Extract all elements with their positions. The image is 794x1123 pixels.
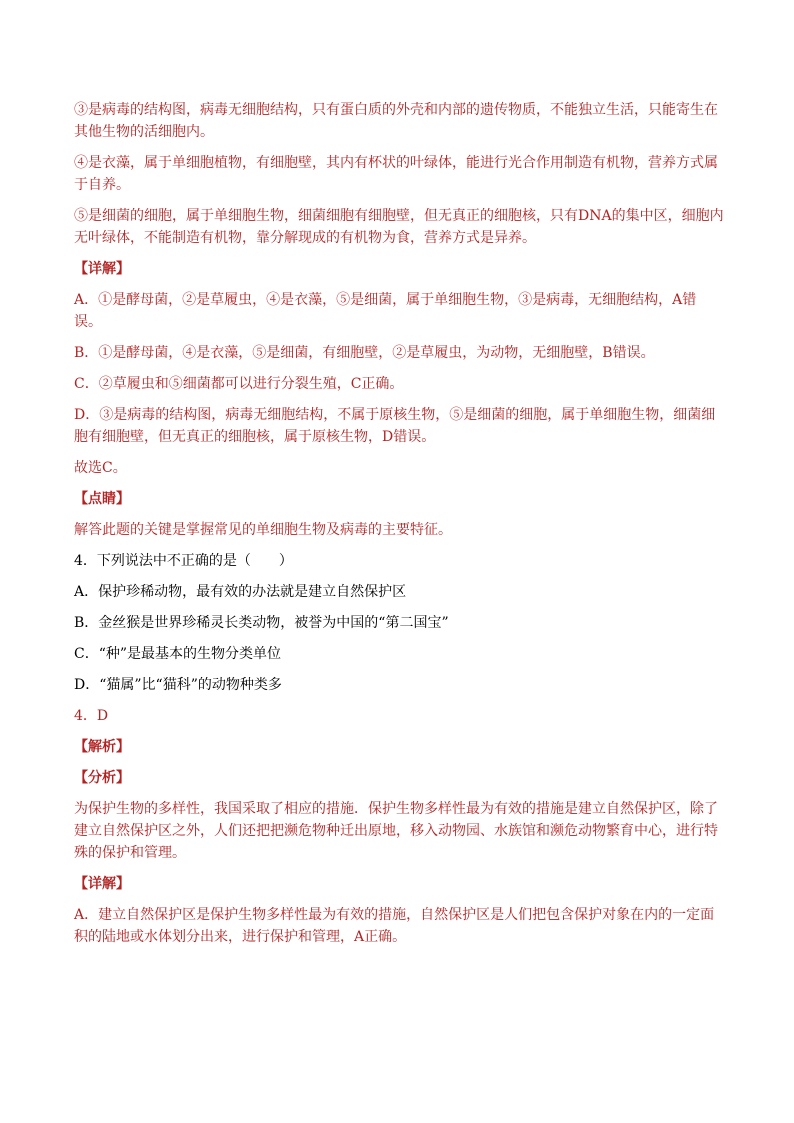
explanation-para-chlamydomonas: ④是衣藻，属于单细胞植物，有细胞壁，其内有杯状的叶绿体，能进行光合作用制造有机物，营养方式属于自养。 [74, 155, 718, 193]
question-4-answer: 4．D [74, 708, 109, 724]
explanation-para-bacteria: ⑤是细菌的细胞，属于单细胞生物，细菌细胞有细胞壁，但无真正的细胞核，只有DNA的集中区，细胞内无叶绿体，不能制造有机物，靠分解现成的有机物为食，营养方式是异养。 [74, 208, 724, 246]
tip-heading: 【点睛】 [74, 491, 130, 507]
question-4-option-b: B．金丝猴是世界珍稀灵长类动物，被誉为中国的“第二国宝” [74, 615, 449, 631]
question-4-option-c: C．“种”是最基本的生物分类单位 [74, 646, 282, 662]
detail-q4-option-a: A．建立自然保护区是保护生物多样性最为有效的措施，自然保护区是人们把包含保护对象在内的一定面积的陆地或水体划分出来，进行保护和管理，A正确。 [74, 907, 715, 945]
analysis-heading: 【解析】 [74, 739, 130, 755]
detail-conclusion: 故选C。 [74, 460, 127, 476]
fenxi-heading: 【分析】 [74, 770, 130, 786]
fenxi-text: 为保护生物的多样性，我国采取了相应的措施．保护生物多样性最为有效的措施是建立自然保护区，除了建立自然保护区之外，人们还把把濒危物种迁出原地，移入动物园、水族馆和濒危动物繁育中心，进行特殊的保护和管理。 [74, 801, 718, 861]
explanation-para-virus: ③是病毒的结构图，病毒无细胞结构，只有蛋白质的外壳和内部的遗传物质，不能独立生活，只能寄生在其他生物的活细胞内。 [74, 102, 718, 140]
tip-text: 解答此题的关键是掌握常见的单细胞生物及病毒的主要特征。 [74, 522, 452, 538]
detail-heading-q4: 【详解】 [74, 876, 130, 892]
question-4-option-d: D．“猫属”比“猫科”的动物种类多 [74, 677, 282, 693]
detail-heading: 【详解】 [74, 261, 130, 277]
document-page [74, 99, 724, 957]
detail-option-b: B．①是酵母菌，④是衣藻，⑤是细菌，有细胞壁，②是草履虫，为动物，无细胞壁，B错误。 [74, 345, 655, 361]
detail-option-c: C．②草履虫和⑤细菌都可以进行分裂生殖，C正确。 [74, 376, 404, 392]
question-4-stem: 4．下列说法中不正确的是（ ） [74, 553, 293, 569]
detail-option-d: D．③是病毒的结构图，病毒无细胞结构，不属于原核生物，⑤是细菌的细胞，属于单细胞生物，细菌细胞有细胞壁，但无真正的细胞核，属于原核生物，D错误。 [74, 407, 716, 445]
question-4-option-a: A．保护珍稀动物，最有效的办法就是建立自然保护区 [74, 584, 407, 600]
detail-option-a: A．①是酵母菌，②是草履虫，④是衣藻，⑤是细菌，属于单细胞生物，③是病毒，无细胞结构，A错误。 [74, 292, 697, 330]
